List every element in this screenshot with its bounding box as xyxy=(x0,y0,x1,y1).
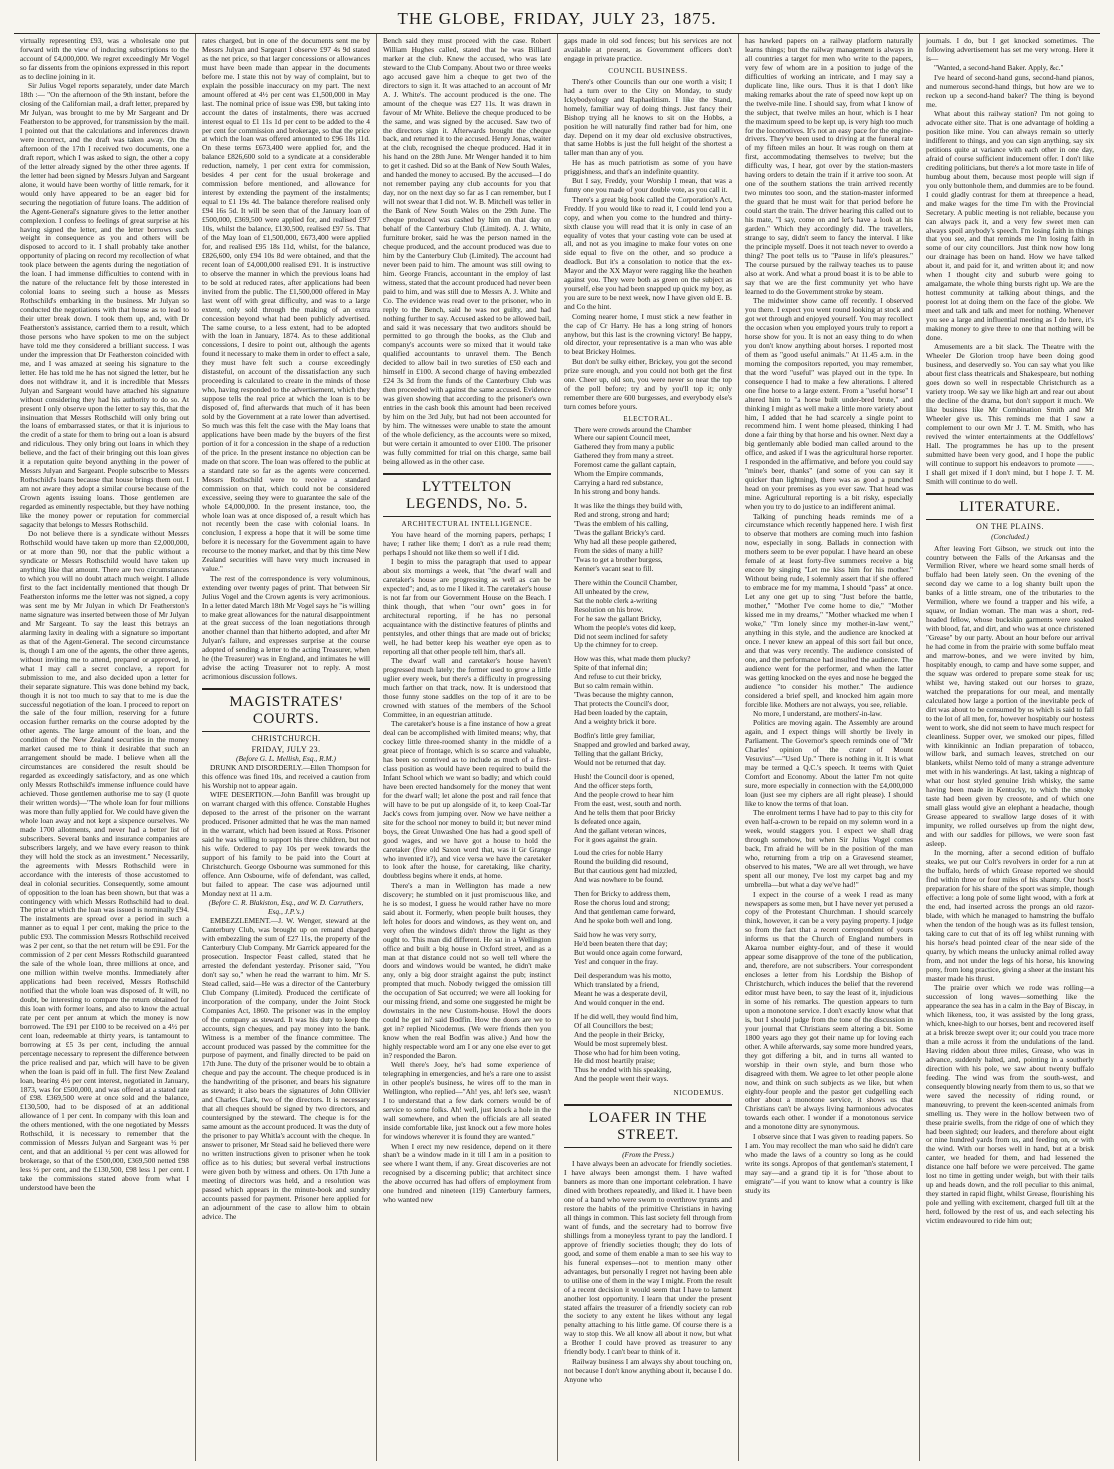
poem xyxy=(564,426,732,1085)
story-paragraph: After leaving Fort Gibson, we struck out into the country between the Falls of the Arkansas and the Vermilion River, where we heard some small herds of buffalo had been lately seen. On the evening of the second day we came to a log shanty built upon the banks of a little stream, one of the tributaries to the Vermilion, where we found a trapper and his wife, a squaw, or Indian woman. The man was a short, red-headed fellow, whose buckskin garments were soaked with blood, fat, and dirt, and who was at once christened "Grease" by our party. About an hour before our arrival he had come in from the prairie with some buffalo meat and marrow-bones, and we were invited by him, hospitably enough, to camp and have some supper, and the squaw was ordered to prepare some steak for us; whilst we, having staked out our horses to graze, watched the preparations for our meal, and mentally calculated how large a portion of the inevitable peck of dirt was about to be consumed by us which is said to fall to the lot of all men, for, however hospitably our hostess went to work, she did not seem to have much respect for cleanliness. Supper over, we smoked our pipes, filled with kinnikinnic an Indian preparation of tobacco, willow bark, and sumach leaves, stretched on our blankets, whilst Nemo told of many a strange adventure met with in his wanderings. At last, taking a nightcap of what our host styled genuine Irish whisky, the same having been made in Kentucky, to which the smoky taste had been given by creosote, and of which one small glass would give an elephant a headache, though Grease appeared to swallow large doses of it with impunity, we rolled ourselves up from the night dew, and with our saddles for pillows, we were soon fast asleep. xyxy=(926,543,1094,849)
poem-line: For it goes against the grain. xyxy=(574,834,658,844)
article-paragraph: has hawked papers on a railway platform naturally learns things; but the railway management is always in all countries a target for men who write to the papers, very few of whom are in a position to judge of the difficulties of working an intricate, and I may say a duplicate line, like ours. Thus it is that I don't like making remarks about the rate of speed now kept up on the twelve-mile line. I should say, from what I know of the subject, that twelve miles an hour, which is I hear the maximum speed to be kept up, is very high too much for the locomotives. It's not an easy pace for the engine-drivers. They've been used to driving at the funeral rate of my fifteen miles an hour. It was rough on them at first, accommodating themselves to twelve; but the difficulty was, I hear, got over by the station-masters having orders to detain the train if it arrive too soon. At one of the southern stations the train arrived recently two minutes too soon, and the station-master informed the guard that he must wait for that period before he could start the train. The driver hearing this called out to his mate, "I say, come on and let's have a look at his garden." Which they accordingly did. The travellers, strange to say, didn't seem to fancy the interval. I like the principle myself. Does it not teach never to overdo a thing? The poet tells us to "Pause in life's pleasures." The course pursued by the railway teaches us to pause also at work. And what a proud boast it is to be able to say that we are the first community yet who have learned to do the Government stroke by steam. xyxy=(745,36,913,296)
article-paragraph: No more, I understand, are mothers'-in-law. xyxy=(753,708,882,718)
poem-line: All unheated by the crew, xyxy=(574,586,649,596)
poem-stanza xyxy=(574,773,732,845)
poem-line: Kenner's vacant seat to fill. xyxy=(574,563,654,573)
poem-stanza xyxy=(574,579,732,651)
section-heading-council: COUNCIL BUSINESS. xyxy=(608,66,688,75)
poem-line: From the east, west, south and north. xyxy=(574,798,682,808)
poem-signature: NICODEMUS. xyxy=(673,1089,724,1098)
story-paragraph: The prairie over which we rode was rolling—a succession of long waves—something like the appearance the sea has in a calm in the Bay of Biscay, in which likeness, too, it was assisted by the long grass, which, knee-high to our horses, bent and recovered itself at a brisk breeze swept over it; our could you trace more than a mile across it from the undulations of the land. Having ridden about three miles, Grease, who was in advance, suddenly halted, and, pointing in a southerly direction with his pole, we saw about twenty buffalo feeding. The wind was from the south-west, and consequently blowing nearly from them to us, so that we were saved the necessity of riding round, or manœuvring, to prevent the keen-scented animals from smelling us. They were in the hollow between two of these prairie swells, from the ridge of one of which they had been sighted; our leaders, and therefore about eight or nine hundred yards from us, and feeding on, or with the wind. With our horses well in hand, but at a brisk canter, we headed for them, and had lessened the distance one half before we were perceived. The game lost no time in getting under weigh, but with their tails up and heads down, and the roll peculiar to this animal, they started in rapid flight, whilst Grease, flourishing his pole and yelling with excitement, charged full tilt at the herd, followed by the rest of us, and each selecting his victim endeavoured to ride him out; xyxy=(926,983,1094,1226)
poem-line: Deil desperandum was his motto, xyxy=(574,970,672,980)
article-paragraph: I've heard of second-hand guns, second-hand pianos, and numerous second-hand things, but how are we to reckon up a second-hand baker? The thing is beyond me. xyxy=(926,72,1094,109)
headline-loafer-in-the-street: LOAFER IN THE STREET. xyxy=(564,1104,732,1148)
paper-name: THE GLOBE, xyxy=(397,9,506,28)
poem-line: Loud the cries for noble Harry xyxy=(574,848,663,858)
poem-line: And refuse to cut their bricky, xyxy=(574,672,662,682)
poem-stanza xyxy=(574,426,732,498)
article-paragraph: Amusements are a bit slack. The Theatre with the Wheeler De Glorion troop have been doing good business, and deservedly so. You can say what you like about first class theatricals and Shakespeare, but nothing goes down so well in respectable Christchurch as a variety troop. We say we like high art and rear out about the decline of the drama, but don't support it much. We like business like Mr Combination Smith and Mr Wheeler give us. This reminds me that I saw a complement to our own Mr J. T. M. Smith, who has revived the winter entertainments at the Oddfellows' Hall. The programmes he has up to the present submitted have been very good, and I hope the public will continue to support his endeavors to promote ——. I shall get mixed if I don't mind, but I hope J. T. M. Smith will continue to do well. xyxy=(926,342,1094,486)
article-paragraph: What about this railway station? I'm not going to advocate either site. That is one advantage of holding a position like mine. You can always remain so utterly indifferent to things, and you can sign anything, say six petitions quite at variance with each other in one day, afraid of course sufficient inducement offer. I don't like crediting politicians, but there's a lot more taste in life of humbug about them, because most people will sign if you only buttonhole them, and dummies are to be found. I could gladly contrast for them at threepence a head, and make wages for the time I'm with the Provincial Secretary. A public meeting is not reliable, because you can always pack it, and a very few sweet men can always spoil anybody's speech. I'm losing faith in things that you see, and that reminds me I'm losing faith in some of our city councillors. Just think now how long our drainage has been on hand. How we have talked about it, and paid for it, and written about it; and now when I thought city and suburb were going to amalgamate, the whole thing bursts right up. We are the hottest community at talking about things, and the poorest lot at doing them on the face of the globe. We meet and talk and talk and meet for nothing. Whenever you see a large and influential meeting as I do here, it's making money to give three to one that nothing will be done. xyxy=(926,109,1094,342)
poem-line: And the people crowd to hear him xyxy=(574,789,674,799)
column-fade xyxy=(196,1453,376,1461)
poem-line: Up the chimney for to creep. xyxy=(574,640,658,650)
story-paragraph: In the morning, after a second edition of buffalo steaks, we put our Colt's revolvers in order for a run at the buffalo, herds of which Grease reported we should find within three or four miles of his shanty. Our host's preparation for his share of the sport was simple, though effective: a long pole of some light wood, with a fork at the end, had inserted across the prongs an old razor-blade, with which he managed to hamstring the buffalo when the tendon of the hough was as its fullest tension, taking care to cut that of its off leg whilst running with his horse's head pointed clear of the near side of the quarry, by which means the unlucky animal rolled away from, and not under the legs of his horse, his knowing pony, from long practice, giving a sheer at the instant his master made his thrust. xyxy=(926,848,1094,983)
loafer-paragraph: I have always been an advocate for friendly societies. I have always been amongst them. I have wafted banners as more than one important celebration. I have dined with brothers repeatedly, and liked it. I have been one of a band who were sworn to overthrow tyrants and restore the habits of the primitive Christians in having all things in common. This last society fell through from want of funds, and the secretary had to borrow five shillings from a moneyless tyrant to pay the landlord. I approve of friendly societies though; they do lots of good, and some of them enable a man to see his way to his funeral expenses—not to mention many other advantages, but personally I regret not having been able to utilise one of them in the way I might. From the result of a recent decision it would seem that I have to lament another lost opportunity. I learn that under the present stated affairs the treasurer of a friendly society can rob the society to any extent he likes without any legal penalty attaching to his little game. Of course there is a way to stop this. We all know all about it now, but what a Brother I could have proved as treasurer to any friendly body. I can't bear to think of it. xyxy=(564,1159,732,1357)
masthead-day: FRIDAY, xyxy=(513,9,585,28)
column-fade xyxy=(377,1453,557,1461)
poem-line: Would be most supremely blest. xyxy=(574,1038,668,1048)
article-paragraph: Bench said they must proceed with the case. Robert William Hughes called, stated that he was Billiard marker at the club. Knew the accused, who was late steward to the Club Company. About two or three weeks ago accused gave him a cheque to get two of the directors to sign it. It was attached to an account of Mr A. J. White's. The account produced is the one. The amount of the cheque was £27 11s. It was drawn in favour of Mr White. Believe the cheque produced to be the same, and was signed by the accused. Saw two of the directors sign it. Afterwards brought the cheque back, and returned it to the accused. Henry Jonas, waiter at the club, recognised the cheque produced. Had it in his hand on the 28th June. Mr Wenger handed it to him to get it cashed. Did so at the Bank of New South Wales, and handed the money to accused. By the accused—I do not remember paying any club accounts for you that day, nor on the next day so far as I can remember, but I will not swear that I did not. W. B. Mitchell was teller in the Bank of New South Wales on the 29th June. The cheque produced was cashed by him on that day on behalf of the Canterbury Club (Limited). A. J. White, furniture broker, said he was the person named in the cheque produced, and the account produced was due to him by the Canterbury Club (Limited). The account had never been paid to him. The amount was still owing to him. George Francis, accountant in the employ of last witness, stated that the account produced had never been paid to him, and was still due to Messrs A. J. White and Co. The evidence was read over to the prisoner, who in reply to the Bench, said he was not guilty, and had nothing further to say. Accused asked to be allowed bail, and said it was necessary that two auditors should be permitted to go through the books, as the Club and company's accounts were so mixed that it would take qualified accountants to unravel them. The Bench decided to allow bail in two sureties of £50 each and himself in £100. A second charge of having embezzled £24 3s 3d from the funds of the Canterbury Club was then proceeded with against the same accused. Evidence was given showing that according to the prisoner's own entries in the cash book this amount had been received by him on the 3rd July, but had not been accounted for by him. The witnesses were unable to state the amount of the whole deficiency, as the accounts were so mixed, but were certain it amounted to over £100. The prisoner was fully committed for trial on this charge, same bail being allowed as in the other case. xyxy=(383,36,551,466)
column-fade xyxy=(558,1453,738,1461)
poem-line: But would once again come forward, xyxy=(574,948,683,957)
poem-line: He'd been beaten there that day; xyxy=(574,939,668,949)
court-bench: (Before G. L. Mellish, Esq., R.M.) xyxy=(236,754,336,764)
section-heading-electoral: ELECTORAL. xyxy=(623,414,673,423)
poem-line: And he tells them that poor Bricky xyxy=(574,807,676,817)
article-paragraph: gaps made in old sod fences; but his services are not available at present, as Government officers don't engage in private practice. xyxy=(564,36,732,63)
masthead xyxy=(14,8,1100,30)
legend-paragraph: There's a man in Wellington has made a new discovery; he stumbled on it just promiscuous like, and he is so modest, I guess he would rather have no more said about it. Formerly, when people built houses, they left holes for doors and windows, as they went on, and very often the windows didn't throw the light as they ought to. This man did different. He sat in a Wellington office and built a big house in Oxford street, and as a man at that distance could not so well tell where the doors and windows would be wanted, he didn't make any, only a big door straight against the pub; instinct prompted that much. Nobody twigged the omission till the occupation of Sat occurred; we were all looking for our missing friend, and some one suggested he might be downstairs in the new Custom-house. Howl the doors could he get in? said Bodfin. How the doors are we to get in? replied Nicodemus. (We were friends then you know when the real Bodfin was alive.) And how the highly respectable word am I or any one else ever to get in? responded the Baron. xyxy=(383,880,551,1060)
legend-paragraph: The caretaker's house is a fine instance of how a great deal can be accomplished with limited means; why, that cockey little three-roomed shanty in the middle of a great piece of frontage, which is so scarce and valuable, has been so contrived as to include as much of a first-class position as would have been required to build the Infant School which we want so badly; and which could have been erected handsomely for the money that went for the dwarf wall; let alone the post and rail fence that will have to be put up alongside of it, to keep Coal-Tar Jack's cows from jumping over. Now we have neither a site for the school nor money to build it; but never mind boys, the Great Unwashed One has had a good spell of good wages, and we have got a house to hold the caretaker (five old Saxon word that, was it Gr Grange who invented it?), and vice versa we have the caretaker to look after the house, for caretaking, like charity, doubtless begins where it ends, at home. xyxy=(383,719,551,881)
poem-line: From the sides of many a hill? xyxy=(574,545,663,555)
council-paragraph: Coming nearer home, I must stick a new feather in the cap of Cr Harry. He has a long string of honors anyhow, but this last is the crowning victory! Be happy, old director, your representative is a man who was able to beat Brickey Holmes. xyxy=(564,311,732,357)
poem-line: Sat the noble clerk a-writing xyxy=(574,595,658,605)
poem-line: In his strong and bony hands. xyxy=(574,487,660,497)
poem-line: Where our sapient Council meet, xyxy=(574,433,671,443)
poem-line: Carrying a hard red substance, xyxy=(574,478,663,488)
poem-stanza xyxy=(574,890,732,926)
legend-paragraph: Well there's Joey, he's had some experience of telegraphing in emergencies, and he's a rare one to assist in other people's business, he wires off to the man in Wellington, who replied—"Ah! yes, ah! let's see, wasn't I to understand that a few dark corners would be of service to some folks. Ah! well, just knock a hole in the wall somewhere, and when the officials are all seated inside comfortable like, just knock out a few more holes for windows wherever it is found they are wanted." xyxy=(383,1060,551,1142)
poem-line: Had been loaded by the captain, xyxy=(574,708,668,718)
poem-line: And a weighty brick it bore. xyxy=(574,717,657,727)
column-fade xyxy=(920,1453,1100,1461)
poem-line: Snapped and growled and barked away, xyxy=(574,739,690,749)
poem-line: 'Twas to get a brother burgess, xyxy=(574,554,663,564)
court-bench-2: (Before C. R. Blakiston, Esq., and W. D. Carruthers, Esq., J.P.'s.) xyxy=(208,898,364,917)
poem-line: Gathered they from many a public xyxy=(574,442,675,452)
poem-line: Foremost came the gallant captain, xyxy=(574,460,676,470)
legend-paragraph: When I erect my new residence, depend on it there shan't be a window made in it till I am in a position to see where I want them, if any. Great discoveries are not recognised by a discerning public; that architect since the above occurred has had offers of employment from one hundred and nineteen (119) Canterbury farmers, who wanted new xyxy=(383,1141,551,1205)
column-fade xyxy=(14,1453,195,1461)
court-case: WIFE DESERTION.—John Banfill was brought up on warrant charged with this offence. Constable Hughes deposed to the arrest of the prisoner on the warrant produced. Prisoner admitted that he was the man named in the warrant, which had been issued at Ross. Prisoner said he was willing to support his three children, but not his wife. Ordered to pay 10s per week towards the support of his family to be paid into the Court at Christchurch. George Osbourne was summoned for this offence. Ann Osbourne, wife of defendant, was called, but failed to appear. The case was adjourned until Monday next at 11 a.m. xyxy=(202,790,370,898)
legend-paragraph: The dwarf wall and caretaker's house haven't progressed much lately; the former used to grow a little uglier every week, but there's a difficulty in progressing much farther on that track, now. It is understood that those funny stone saddles on the top of it are to be crowned with statues of the members of the School Committee, in an equestrian attitude. xyxy=(383,656,551,719)
poem-line: Whom the people's votes did keep, xyxy=(574,622,676,632)
legend-paragraph: I begin to miss the paragraph that used to appear about six mornings a week, that "the dwarf wall and caretaker's house are progressing as well as can be expected"; and, as to me I liked it. The caretaker's house is not far from our Government House on the Beach. I think though, that when "our own" goes in for architectural reporting, if he has no personal acquaintance with the distinctive features of plinths and pentstyles, and other things that are made out of bricks; well, he had better keep his weather eye open as to reporting all that other people tell him, that's all. xyxy=(383,557,551,656)
article-paragraph: "Wanted, a second-hand Baker. Apply, &c." xyxy=(934,63,1064,73)
column-fade xyxy=(739,1453,919,1461)
poem-line: How was this, what made them plucky? xyxy=(574,654,691,664)
poem-line: It was like the things they build with, xyxy=(574,501,683,511)
council-paragraph: There's other Councils than our one worth a visit; I had a turn over to the City on Monday, to study Ickybodyology and Raphaelitism. I like the Stand, homely, familiar way of doing things. Just fancy their Bishop trying all he knows to sit on the Hobbs, a position he will naturally find rather bad for him, one day. Depend on it my dear old exclusive obstructives, that same Hobbs is just the full height of the shortest a taller man than any of you. xyxy=(564,76,732,158)
poem-stanza xyxy=(574,849,732,885)
poem-line: Of all Councillors the best; xyxy=(574,1020,654,1030)
poem-stanza xyxy=(574,732,732,768)
headline-magistrates-courts: MAGISTRATES' COURTS. xyxy=(202,688,370,732)
story-subtitle: (Concluded.) xyxy=(991,532,1029,541)
council-paragraph: There's a great big book called the Corporation's Act, Freddy. If you would like to read it, I could lend you a copy, and when you come to the hundred and thirty-sixth clause you will read that it is only in case of an equality of votes that your casting vote can be used at all, and not as you imagine to make four votes on one side equal to five on the other, and so produce a deadlock. But it's a consolation to notice that the ex-Mayor and the XX Mayor were ragging like the heathen against you. They were both as green on the subject as yourself, else you had been snapped up quick my boy, as you are sure to be next week, now I have given old E. B. and Co the hint. xyxy=(564,194,732,312)
court-case: EMBEZZLEMENT.—J. W. Wenger, steward at the Canterbury Club, was brought up on remand charged with embezzling the sum of £27 11s, the property of the Canterbury Club Company. Mr Garrick appeared for the prosecution. Inspector Feast called, stated that he arrested the defendant yesterday. Prisoner said, "You don't say so," when he read the warrant to him. Mr S. Stead called, said—He was a director of the Canterbury Club Company (Limited). Produced the certificate of incorporation of the company, under the Joint Stock Companies Act, 1860. The prisoner was in the employ of the company as steward. It was his duty to keep the accounts, sign cheques, and pay money into the bank. Witness is a member of the finance committee. The account produced was passed by the committee for the purpose of payment, and finally directed to be paid on 17th June. The duty of the prisoner would be to obtain a cheque and pay the account. The cheque produced is in the handwriting of the prisoner, and bears his signature as steward; it also bears the signatures of John Ollivier and Charles Clark, two of the directors. It is necessary that all cheques should be signed by two directors, and countersigned by the steward. The cheque is for the same amount as the account produced. It was the duty of the prisoner to pay Whitla's account with the cheque. In answer to prisoner, Mr Stead said he believed there were no written instructions given to prisoner when he took office as to his duties; but several verbal instructions were given both by witness and others. On 17th June a meeting of directors was held, and a resolution was passed which appears in the minute-book and sundry accounts passed for payment. Prisoner here applied for an adjournment of the case to allow him to obtain advice. The xyxy=(202,916,370,1221)
headline-literature: LITERATURE. xyxy=(926,493,1094,520)
poem-line: But that cautious gent had mizzled, xyxy=(574,866,677,876)
poem-line: 'Twas because the mighty cannon, xyxy=(574,690,674,700)
poem-line: And he spoke both well and long. xyxy=(574,916,673,926)
article-paragraph: journals. I do, but I get knocked sometimes. The following advertisement has set me very wrong. Here it is— xyxy=(926,36,1094,63)
poem-line: Would not be returned that day. xyxy=(574,757,666,767)
poem-line: Gathered they from many a street. xyxy=(574,451,674,461)
poem-line: Resolution on his brow. xyxy=(574,604,644,614)
council-paragraph: But I say, Freddy, your Worship I mean, that was a funny one you made of your double vote, as you call it. xyxy=(564,176,732,195)
poem-line: Yes! and conquer in the fray. xyxy=(574,956,658,966)
poem-line: For he saw the gallant Bricky, xyxy=(574,613,662,623)
poem-line: Hush! the Council door is opened, xyxy=(574,771,675,781)
article-paragraph: Do not believe there is a syndicate without Messrs Rothschild would have taken up more than £2,000,000, or at more than 90, nor that the public without a syndicate or Messrs Rothschild would have taken up anything like that amount. There are two circumstances to which you will no doubt attach much weight. I allude first to the fact incidentally mentioned that though Dr Featherston informs me the letter was not signed, a copy was sent me by Mr Julyan in which Dr Featherston's name signature was inserted between those of Mr Julyan and Mr Sargeant. To say the least this betrays an alarming laxity in dealing with a signature so important as that of the Agent-General. The second circumstance is, though I am one of the agents, the other three agents, without inviting me to attend, prepared or approved, in what I may call a secret conclave, a report for submission to me, and also decided upon a letter for their separate signature. This was done behind my back, though it is not too much to say that to me is due the successful negotiation of the loan. I proceed to report on the sale of the four million, reserving for a future occasion further remarks on the course adopted by the other agents. The large amount of the loan, and the condition of the New Zealand securities in the money market caused me to think it desirable that such an arrangement should be made. I believe when all the circumstances are considered the result should be regarded as exceedingly satisfactory, and as one which only Messrs Rothschild's immense influence could have achieved. Those gentlemen authorise me to say (I quote their written words)—"The whole loan for four millions was more than fully applied for. We could have given the whole loan away and not kept a sixpence ourselves. We made 1700 allotments, and never had a better list of subscribers. Several banks and insurance companies are subscribers largely, and we have every reason to think they will hold the stock as an investment." Necessarily, the agreements with Messrs Rothschild were in accordance with the interests of those accustomed to deal in colonial securities. Consequently, some amount of opposition to the loan has been shown, but that was a contingency with which Messrs Rothschild had to deal. The price at which the loan was issued is nominally £94. The instalments are spread over a period in such a manner as to equal 1 per cent, making the price to the public £93. The commission Messrs Rothschild received was 2 per cent, so that the net return will be £91. For the commission of 2 per cent Messrs Rothschild guaranteed the sale of the whole loan, three millions at once, and one million within twelve months. Immediately after applications had been received, Messrs Rothschild notified that the whole loan was disposed of. It will, no doubt, be interesting to compare the return obtained for this loan with former loans, and also to know the actual rate per cent per annum at which the money is now borrowed. The £91 per £100 to be received on a 4½ per cent loan, redeemable at thirty years, is tantamount to borrowing at £5 3s per cent, including the annual percentage necessary to represent the difference between the price realised and par, which will have to be given when the loan is paid off in full. The first New Zealand loan, bearing 4½ per cent interest, negotiated in January, 1873, was for £500,000, and was offered at a stated rate of £98. £369,500 were at once sold and the balance, £130,500, had to be disposed of at an additional allowance of 1 per cent. In company with this loan and the others mentioned, with the one negotiated by Messrs Rothschild, it is necessary to remember that the commission of Messrs Julyan and Sargeant was ½ per cent, and that an additional ½ per cent was allowed for brokerage, so that of the £500,000, £369,500 netted £98 less ½ per cent, and the £130,500, £98 less 1 per cent. I take the commissions stated above from what I understood have been the xyxy=(20,529,189,1192)
article-paragraph: I observe since that I was given to reading papers. So I am. You may recollect the man who said he didn't care who made the laws of a country so long as he could write its songs. Apropos of that gentleman's statement, I may say—and a grand tip it is for "those about to emigrate"—if you want to know what a country is like study its xyxy=(745,1131,913,1195)
poem-line: That protects the Council's door, xyxy=(574,699,669,709)
poem-line: Red and strong, strong and hard; xyxy=(574,510,670,520)
poem-line: Why had all these people gathered, xyxy=(574,536,677,546)
poem-line: There within the Council Chamber, xyxy=(574,577,678,587)
poem-line: And the officer steps forth, xyxy=(574,780,653,790)
poem-line: Did not seem inclined for safety xyxy=(574,631,668,641)
poem-line: Thus he ended with his speaking, xyxy=(574,1065,672,1075)
poem-stanza xyxy=(574,502,732,574)
article-paragraph: virtually representing £93, was a wholesale one put forward with the view of inducing subscriptions to the account of £4,000,000. We regret exceedingly Mr Vogel so far dissents from the opinions expressed in this report as to decline joining in it. xyxy=(20,36,189,81)
poem-line: He did most heartily praise; xyxy=(574,1056,656,1066)
poem-stanza xyxy=(574,1013,732,1085)
article-paragraph: The rest of the correspondence is very voluminous, extending over twenty pages of print. That between Sir Julius Vogel and the Crown agents is very acrimonious. In a letter dated March 18th Mr Vogel says he "is willing to make great allowances for the natural disappointment at the great success of the loan negotiations through another channel than that hitherto adopted, and after Mr Julyan's failure, and expresses surprise at the course adopted of sending a letter to the acting Treasurer, when he (the Treasurer) was in England, and intimates he will advise the acting Treasurer not to reply. A most acrimonious discussion follows. xyxy=(202,573,370,682)
poem-line: 'Twas the gallant Bricky's card. xyxy=(574,528,666,538)
poem-line: 'Twas the emblem of his calling, xyxy=(574,519,669,529)
poem-line: There were crowds around the Chamber xyxy=(574,424,692,434)
poem-line: Said how he was very sorry, xyxy=(574,930,657,940)
council-paragraph: But don't be sulky either, Brickey, you got the second prize sure enough, and you could not both get the first one. Cheer up, old son, you were never so near the top of the poll before; try and by you'll top it; only remember there are 600 burgesses, and everybody else's turn comes before yours. xyxy=(564,356,732,411)
poem-line: And the gallant veteran winces, xyxy=(574,825,667,835)
poem-line: And that gentleman came forward, xyxy=(574,907,676,917)
poem-line: Which translated by a friend, xyxy=(574,979,659,989)
poem-line: Telling that the gallant Bricky, xyxy=(574,748,663,758)
article-paragraph: rates charged, but in one of the documents sent me by Messrs Julyan and Sargeant I observe £97 4s 9d stated as the net price, so that larger concessions or allowances must have been made than appear in the documents before me. I state this not by way of complaint, but to explain the possible inaccuracy on my part. The next amount offered at 4½ per cent was £1,500,000 in May last. The nominal price of issue was £98, but taking into account the dates of instalments, there was accrued interest equal to £1 11s 1d per cent to be added to the 4 per cent for commission and brokerage, so that the price at which the loan was offered amounted to £96 18s 11d. On these terms £673,400 were applied for, and the balance £826,600 sold to a syndicate at a considerable reduction, namely, 1 per cent extra for commission, besides 4 per cent for the usual brokerage and commission before mentioned, and allowance for interest by extending the payment of the instalments; equal to £1 19s 4d. The balance therefore realised only £94 16s 5d. It will be seen that of the January loan of £500,000, £369,500 were applied for, and realised £97 10s, whilst the balance, £130,500, realised £97 5s. That of the May loan of £1,500,000, £673,400 were applied for, and realised £95 18s 11d, whilst, for the balance, £826,600, only £94 10s 8d were obtained, and that the recent loan of £4,000,000 realised £91. It is instructive to observe the manner in which the previous loans had to be sold at reduced rates, after applications had been invited from the public. The £1,500,000 offered in May last went off with great difficulty, and was to a large extent, only sold through the making of an extra concession beyond what had been publicly advertised. The same course, to a less extent, had to be adopted with the loan in January, 1874. As to these additional concessions, I desire to point out, although the agents found it necessary to make them in order to effect a sale, they must have felt such a course exceedingly distasteful, on account of the dissatisfaction any such proceeding is calculated to create in the minds of those who, having responded to the advertisement, which they suppose tells the real price at which the loan is to be disposed of, find afterwards that much of it has been sold by the Government at a rate lower than advertised. So much was this felt the case with the May loans that applications have been made by the buyers of the first portion of it for a concession in the shape of a reduction of the price. In the present instance no objection can be made on that score. The loan was offered to the public at a standard rate so far as the agents were concerned. Messrs Rothschild were to receive a standard commission on that, which could not be considered excessive, seeing they were to guarantee the sale of the whole £4,000,000. In the present instance, too, the whole loan was at once disposed of, a result which has not recently been the case with colonial loans. In conclusion, I express a hope that it will be some time before it is necessary for the Government again to have recourse to the money market, and that by this time New Zealand securities will have very much increased in value." xyxy=(202,36,370,574)
article-paragraph: The midwinter show came off recently. I observed you there. I expect you went round looking at stock and got wet through and enjoyed yourself. You may recollect the occasion when you employed yours truly to report a horse show for you. It is not an easy thing to do when you don't know anything about horses. I reported most of them as "good useful animals." At 11.45 a.m. in the morning the compositors reported, you may remember, that the word "useful" was played out in the type. In consequence I had to make a few alterations. I altered one fine horse to a large extent. From a "useful horse" I altered him to "a horse built under-bred brute," and thinking I might as well make a little more variety about him, I added that he had scarcely a single point to recommend him. I went home pleased, thinking I had done a fair thing by that horse and his owner. Next day a big gentlemanly able bodied man called around to the office, and asked if I was the agricultural horse reporter. I responded in the affirmative, and before you could say "mine's beer, thanks" (and some of you can say it quicker than lightning), there was as good a punched head on your premises as you ever saw. That head was mine. Agricultural reporting is a bit risky, especially when you try to do justice to an indifferent animal. xyxy=(745,296,913,512)
poem-line: Meant he was a desperate devil, xyxy=(574,988,668,998)
poem-line: Is defeated once again, xyxy=(574,816,641,826)
poem-line: And the people went their ways. xyxy=(574,1074,669,1084)
column-1 xyxy=(14,34,195,1461)
column-2 xyxy=(195,34,376,1461)
poem-line: But so calm remain within. xyxy=(574,681,654,691)
poem-line: And the people in their Bricky, xyxy=(574,1029,665,1039)
masthead-date: JULY 23, xyxy=(592,9,666,28)
court-date: FRIDAY, JULY 23. xyxy=(251,745,321,755)
article-source: (From the Press.) xyxy=(622,1150,674,1160)
article-paragraph: The enrolment terms I have had to pay to this city for even half-a-crown to be repaid on my solemn word in a week, would staggers you. I expect we shall drag through somehow, but when Sir Julius Vogel comes back, I'm afraid he will be in the position of the man who, returning from a trip on a Gravesend steamer, observed to his mates, "We are all wet through, we have spent all our money, I've lost my carpet bag and my umbrella—but what a day we've had!" xyxy=(745,808,913,890)
poem-line: Whom the Empire commands, xyxy=(574,469,664,479)
poem-line: If he did well, they would find him, xyxy=(574,1011,678,1021)
loafer-paragraph: Railway business I am always shy about touching on, not because I don't know anything about it, because I do. Anyone who xyxy=(564,1356,732,1384)
poem-stanza xyxy=(574,972,732,1008)
article-paragraph: Talking of punching heads reminds me of a circumstance which recently happened here. I wish first to observe that mothers are coming much into fashion now, especially in song. Ballads in connection with mothers seem to be ever popular. I have heard an obese female of at least forty-five summers receive a big encore by singing "Let me kiss him for his mother." Without being rude, I solemnly assert that if she offered to embrace me for my mamma, I should "pass" at once. Let any one get up to sing "Just before the battle, mother," "Mother I've come home to die," "Mother kissed me in my dreams," "Mother whacked me when I woke," "I'm lonely since my mother-in-law went," anything in this style, and the audience are knocked at once. I never knew an appeal of this sort fail but once, and that was very recently. The audience consisted of one, and the performance had insulted the audience. The audience went for the performer, and when the latter was getting knocked on the eyes and nose he begged the audience "to consider his mother." The audience considered a brief spell, and knocked him again more forcible like. Mothers are not always, you see, reliable. xyxy=(745,511,913,709)
story-title: ON THE PLAINS. xyxy=(976,521,1044,531)
poem-line: And was nowhere to be found. xyxy=(574,875,664,885)
poem-line: Spite of that infernal din; xyxy=(574,663,648,673)
poem-stanza xyxy=(574,931,732,967)
section-heading: ARCHITECTURAL INTELLIGENCE. xyxy=(401,519,533,528)
masthead-year: 1875. xyxy=(673,9,717,28)
article-paragraph: Sir Julius Vogel reports separately, under date March 18th :— "On the afternoon of the 9th instant, before the closing of the Californian mail, a draft letter, prepared by Mr Julyan, was brought to me by Mr Sargeant and Dr Featherston to be approved, for transmission by the mail. I pointed out that the calculations and inferences drawn were incorrect, and the draft was taken away. On the afternoon of the 17th I received two documents, one a draft report, which I was asked to sign, the other a copy of the letter already signed by the other three agents. If the letter had been signed by Messrs Julyan and Sargeant alone, it would have been worthy of little remark, for it would only have appeared to be an eager bid for securing the negotiation of future loans. The addition of the Agent-General's signature gives to the letter another complexion. I confess to feelings of great surprise at his having signed the letter, and the letter borrows such weight in consequence as you and others will be disposed to accord to it. I shall probably take another opportunity of placing on record my recollection of what took place between the agents during the negotiation of the loan. I had immense difficulties to contend with in the nature of the reluctance felt by those interested in colonial loans to seeing such a house as Messrs Rothschild's embarking in the business. Mr Julyan so conducted the negotiations with that house as to lead to their utter break down. I took them up, and, with Dr Featherston's assistance, carried them to a result, which those persons who have spoken to me on the subject have told me they considered a brilliant success. I was under the impression that Dr Featherston coincided with me, and I was amazed at seeing his signature to the letter. He has told me he has not signed the letter, but he does not withdraw it, and it is incredible that Messrs Julyan and Sargeant would have attached his signature without considering they had his authority to do so. At present I only observe upon the letter to say this, that the insinuation that Messrs Rothschild will only bring out the loans of embarrassed states, or that it is injurious to the credit of a state for them to bring out a loan is absurd and ridiculous. They only bring out loans in which they believe, and the fact of their bringing out this loan gives it a reputation quite beyond anything in the power of Messrs Julyan and Sargeant. People subscribe to Messrs Rothschild's loans because that house brings them out. I am not aware they adopt a similar course because of the Crown agents issuing loans. Those gentlemen are regarded as eminently respectable, but they have nothing like the money power or reputation for commercial sagacity that belongs to Messrs Rothschild. xyxy=(20,81,190,529)
poem-line: Rose the chorus loud and strong; xyxy=(574,898,670,908)
column-6 xyxy=(919,34,1100,1461)
columns xyxy=(14,33,1100,1461)
article-paragraph: I expect in the course of a week I read as many newspapers as some men, but I have never yet perused a copy of the Protestant Churchman. I should scarcely think, however, it can be a very paying property. I judge so from the fact that a recent correspondent of yours informs us that the Church of England numbers in Akaroa number eighty-four, and of these it would appear some disapprove of the tone of the publication, and, therefore, are not subscribers. Your correspondent encloses a letter from his Lordship the Bishop of Christchurch, which induces the belief that the reverend editor must have been, to say the least of it, injudicious in some of his remarks. The question appears to turn upon a monotone service. I don't exactly know what that is, but I should judge from the tone of the discussion in your journal that Christians seem altering a bit. Some 1800 years ago they got their name up for loving each other. A while afterwards, say some more hundred years, they got differing a bit, and in turns all wanted to worship in their own style, and burn those who disagreed with them. We agree to let other people alone now, and think on such subjects as we like, but when eighty-four people and the pastor get cudgelling each other about a monotone service, it shows us that Christians can't be always living harmonious advocates towards each other. I wonder if a monotonous service and a monotone ditty are synonymous. xyxy=(745,889,913,1132)
headline-lyttelton-legends: LYTTELTON LEGENDS, No. 5. xyxy=(383,473,551,517)
court-case: DRUNK AND DISORDERLY.—Ellen Thompson for this offence was fined 10s, and received a caution from his Worship not to appear again. xyxy=(202,762,370,790)
poem-line: Round the building did resound, xyxy=(574,857,669,867)
poem-line: Bodfin's little grey familiar, xyxy=(574,731,655,741)
council-paragraph: He has as much patriotism as some of you have priggishness, and that's an indefinite quantity. xyxy=(564,157,732,176)
article-paragraph: Politics are moving again. The Assembly are around again, and I expect things will shortly be lively in Parliament. The Governor's speech reminds one of "Mr Charles' opinion of the crater of Mount Vesuvius"—"Used Up." There is nothing in it. It is what may be termed a Q.C.'s speech. It teems with Quiet Comfort and Economy. About the latter I'm not quite sure, more especially in connection with the £4,000,000 loan (just see my ciphers are all right please). I should like to know the terms of that loan. xyxy=(745,718,913,809)
court-place: CHRISTCHURCH. xyxy=(251,734,321,744)
legend-paragraph: You have heard of the morning papers, perhaps; I have; I rather like them; I don't as a rule read them; perhaps I should not like them so well if I did. xyxy=(383,529,551,557)
column-4 xyxy=(557,34,738,1461)
column-3 xyxy=(376,34,557,1461)
poem-line: Those who had for him been voting, xyxy=(574,1047,680,1057)
column-5 xyxy=(738,34,919,1461)
poem-line: And would conquer in the end. xyxy=(574,997,665,1007)
poem-stanza xyxy=(574,655,732,727)
poem-line: Then for Bricky to address them, xyxy=(574,889,671,899)
